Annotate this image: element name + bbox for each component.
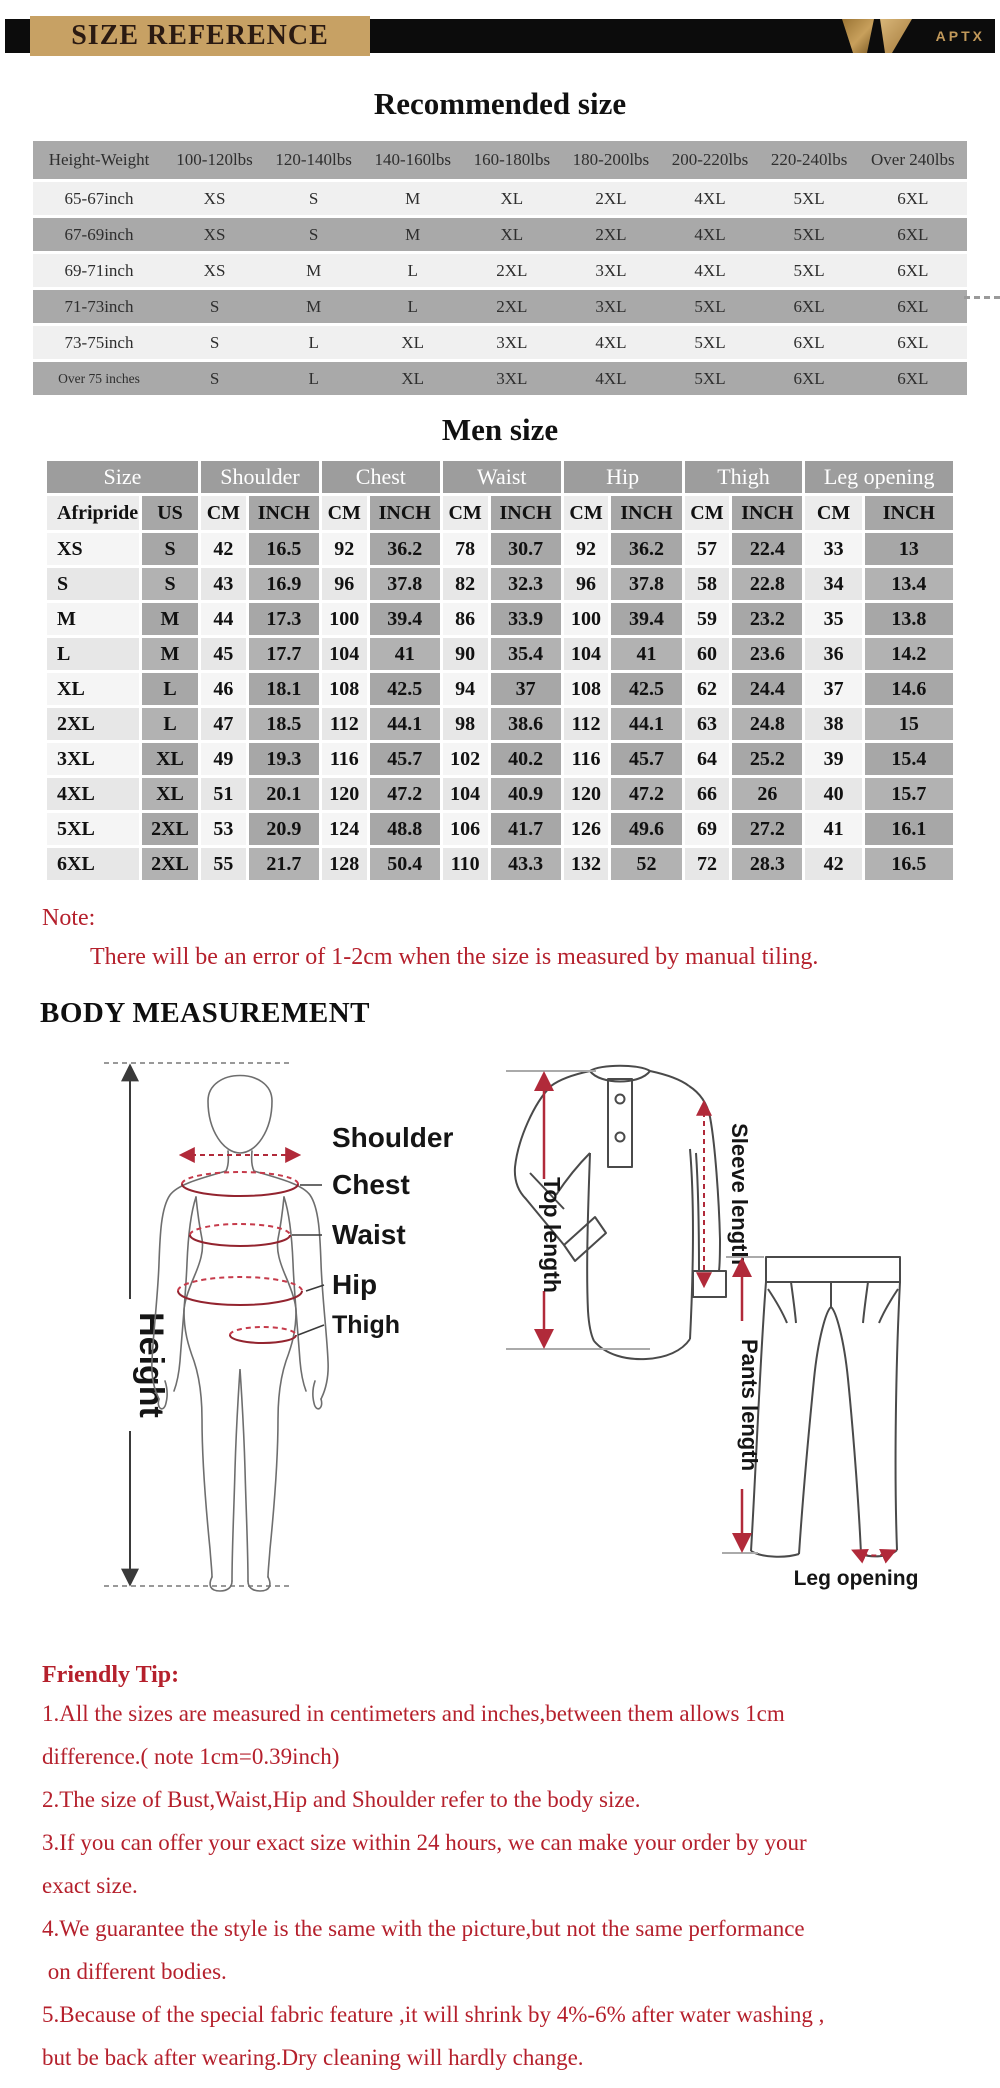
table-cell: 24.8 [732,708,802,740]
table-cell: Over 75 inches [33,362,165,395]
top-length-label: Top length [539,1177,565,1293]
table-cell: 71-73inch [33,290,165,323]
table-cell: 2XL [561,182,660,215]
table-cell: 4XL [47,778,139,810]
table-cell: 14.2 [865,638,953,670]
table-cell: 47.2 [611,778,681,810]
table-row [47,813,953,845]
table-cell: 5XL [47,813,139,845]
table-cell: 2XL [462,254,561,287]
subcolumn-header: INCH [370,496,440,530]
table-cell: 6XL [859,182,967,215]
table-cell: 112 [322,708,367,740]
size-reference-banner [30,16,370,56]
table-cell: 48.8 [370,813,440,845]
table-cell: L [264,362,363,395]
table-cell: 2XL [142,848,198,880]
table-cell: M [264,290,363,323]
sleeve-length-label: Sleeve length [727,1123,752,1265]
table-row [47,848,953,880]
table-cell: 23.6 [732,638,802,670]
table-cell: 40 [805,778,861,810]
table-cell: XL [363,326,462,359]
table-cell: 44.1 [370,708,440,740]
table-cell: 5XL [660,326,759,359]
pants-length-label: Pants length [737,1338,762,1472]
table-cell: M [264,254,363,287]
table-cell: S [142,533,198,565]
table-cell: 120 [564,778,609,810]
subcolumn-header: Afripride [47,496,139,530]
table-cell: 102 [443,743,488,775]
table-cell: 59 [685,603,730,635]
tip-line: on different bodies. [42,1959,227,1984]
table-cell: 116 [564,743,609,775]
table-cell: 53 [201,813,246,845]
table-cell: 37.8 [370,568,440,600]
table-cell: 17.7 [249,638,319,670]
table-cell: 16.1 [865,813,953,845]
body-measurement-title: BODY MEASUREMENT [40,997,370,1029]
table-cell: 90 [443,638,488,670]
table-cell: 4XL [660,182,759,215]
table-cell: 6XL [859,362,967,395]
table-row [33,290,967,323]
table-cell: 55 [201,848,246,880]
logo-w-icon [840,19,920,53]
table-cell: 124 [322,813,367,845]
table-cell: 6XL [859,254,967,287]
recommended-header-row [33,141,967,179]
subcolumn-header: INCH [249,496,319,530]
table-cell: XL [363,362,462,395]
table-cell: 33.9 [491,603,561,635]
table-cell: 6XL [859,218,967,251]
table-cell: 39.4 [611,603,681,635]
column-header: 160-180lbs [462,141,561,179]
table-cell: 23.2 [732,603,802,635]
column-header: 200-220lbs [660,141,759,179]
table-cell: 37.8 [611,568,681,600]
table-cell: XL [47,673,139,705]
table-cell: 13.8 [865,603,953,635]
table-cell: M [47,603,139,635]
table-cell: L [142,708,198,740]
table-cell: 42 [201,533,246,565]
shirt-guide-lines [506,1071,650,1349]
body-measurement-diagrams [60,1038,1000,1650]
table-cell: 41.7 [491,813,561,845]
table-cell: 5XL [660,362,759,395]
table-cell: XS [165,182,264,215]
table-cell: 43.3 [491,848,561,880]
table-cell: 47 [201,708,246,740]
subcolumn-header: CM [322,496,367,530]
title-bar [5,19,995,53]
table-cell: S [165,326,264,359]
table-cell: 16.5 [865,848,953,880]
table-cell: 4XL [561,326,660,359]
friendly-tip-title: Friendly Tip: [42,1662,180,1688]
table-cell: 63 [685,708,730,740]
shoulder-label: Shoulder [332,1122,454,1153]
table-cell: 100 [564,603,609,635]
table-cell: 3XL [462,326,561,359]
group-header: Shoulder [201,461,319,493]
tip-line: 3.If you can offer your exact size within 24 hours, we can make your order by your [42,1830,807,1855]
table-row [33,182,967,215]
table-cell: 41 [370,638,440,670]
tip-line: but be back after wearing.Dry cleaning will hardly change. [42,2045,584,2070]
table-cell: 26 [732,778,802,810]
table-cell: 58 [685,568,730,600]
men-group-header-row [47,461,953,493]
table-cell: 6XL [47,848,139,880]
table-cell: 20.9 [249,813,319,845]
table-row [47,673,953,705]
table-row [47,778,953,810]
table-cell: 25.2 [732,743,802,775]
table-cell: 28.3 [732,848,802,880]
table-cell: 18.1 [249,673,319,705]
note-label: Note: [42,905,96,931]
table-cell: 2XL [142,813,198,845]
table-cell: 20.1 [249,778,319,810]
table-cell: 3XL [561,290,660,323]
table-cell: 36.2 [611,533,681,565]
table-cell: 49.6 [611,813,681,845]
table-cell: 78 [443,533,488,565]
table-cell: 132 [564,848,609,880]
table-cell: 18.5 [249,708,319,740]
table-cell: 60 [685,638,730,670]
table-cell: 4XL [660,254,759,287]
subcolumn-header: INCH [865,496,953,530]
table-cell: 42.5 [611,673,681,705]
table-cell: 27.2 [732,813,802,845]
table-cell: S [142,568,198,600]
table-cell: XL [462,218,561,251]
table-cell: S [47,568,139,600]
table-cell: 49 [201,743,246,775]
table-cell: S [165,290,264,323]
subcolumn-header: CM [805,496,861,530]
table-cell: 38.6 [491,708,561,740]
friendly-tip-section [42,1658,1000,2079]
table-cell: 44.1 [611,708,681,740]
table-cell: XL [142,743,198,775]
table-cell: 46 [201,673,246,705]
subcolumn-header: US [142,496,198,530]
table-cell: 67-69inch [33,218,165,251]
table-cell: 42 [805,848,861,880]
table-cell: 6XL [859,290,967,323]
table-cell: 57 [685,533,730,565]
table-row [33,218,967,251]
brand-name: APTX [935,28,985,44]
note-section [42,905,1000,971]
table-cell: 65-67inch [33,182,165,215]
table-cell: 86 [443,603,488,635]
table-cell: 42.5 [370,673,440,705]
table-cell: 17.3 [249,603,319,635]
table-cell: 5XL [660,290,759,323]
table-cell: M [363,182,462,215]
table-cell: 72 [685,848,730,880]
group-header: Chest [322,461,440,493]
column-header: Height-Weight [33,141,165,179]
subcolumn-header: INCH [611,496,681,530]
table-cell: L [47,638,139,670]
chest-label: Chest [332,1169,410,1200]
table-cell: 4XL [561,362,660,395]
table-cell: 22.8 [732,568,802,600]
table-row [33,254,967,287]
tip-line: 5.Because of the special fabric feature ,it will shrink by 4%-6% after water washing , [42,2002,825,2027]
table-cell: 50.4 [370,848,440,880]
tip-line: 1.All the sizes are measured in centimeters and inches,between them allows 1cm [42,1701,785,1726]
group-header: Waist [443,461,561,493]
table-cell: M [142,603,198,635]
table-cell: 15.4 [865,743,953,775]
table-cell: S [264,218,363,251]
column-header: 140-160lbs [363,141,462,179]
table-cell: 100 [322,603,367,635]
group-header: Thigh [685,461,803,493]
table-row [47,743,953,775]
banner-title: SIZE REFERENCE [71,20,329,51]
table-cell: XS [165,218,264,251]
table-cell: 108 [322,673,367,705]
table-cell: 73-75inch [33,326,165,359]
table-cell: 120 [322,778,367,810]
table-cell: M [142,638,198,670]
subcolumn-header: INCH [732,496,802,530]
tip-line: difference.( note 1cm=0.39inch) [42,1744,340,1769]
tip-line: 2.The size of Bust,Waist,Hip and Shoulder refer to the body size. [42,1787,641,1812]
table-cell: 92 [322,533,367,565]
table-cell: 2XL [462,290,561,323]
table-row [47,708,953,740]
recommended-size-title: Recommended size [373,86,627,121]
leg-opening-label: Leg opening [793,1567,919,1590]
table-cell: XL [462,182,561,215]
table-cell: 104 [564,638,609,670]
table-row [33,326,967,359]
table-cell: 6XL [760,326,859,359]
table-cell: 6XL [760,290,859,323]
table-cell: 5XL [760,254,859,287]
table-cell: 3XL [47,743,139,775]
table-cell: 43 [201,568,246,600]
subcolumn-header: CM [443,496,488,530]
men-size-table [44,458,956,883]
table-cell: 14.6 [865,673,953,705]
table-cell: 39.4 [370,603,440,635]
table-cell: 24.4 [732,673,802,705]
height-guide-lines [104,1063,290,1586]
table-cell: 96 [564,568,609,600]
table-cell: 30.7 [491,533,561,565]
table-cell: 6XL [859,326,967,359]
table-cell: 21.7 [249,848,319,880]
table-cell: 5XL [760,218,859,251]
table-cell: 2XL [561,218,660,251]
table-cell: 47.2 [370,778,440,810]
table-cell: XS [47,533,139,565]
table-cell: 40.2 [491,743,561,775]
group-header: Size [47,461,198,493]
table-cell: L [363,254,462,287]
table-cell: 52 [611,848,681,880]
group-header: Leg opening [805,461,953,493]
table-cell: 41 [805,813,861,845]
garment-diagram [500,1038,960,1650]
table-cell: 5XL [760,182,859,215]
subcolumn-header: CM [201,496,246,530]
table-cell: 96 [322,568,367,600]
table-cell: 82 [443,568,488,600]
table-row [47,603,953,635]
table-cell: 3XL [561,254,660,287]
column-header: Over 240lbs [859,141,967,179]
table-cell: 66 [685,778,730,810]
table-cell: 45.7 [370,743,440,775]
column-header: 100-120lbs [165,141,264,179]
table-cell: 35.4 [491,638,561,670]
table-cell: 69-71inch [33,254,165,287]
table-cell: 15.7 [865,778,953,810]
table-cell: 110 [443,848,488,880]
table-cell: L [363,290,462,323]
table-cell: 64 [685,743,730,775]
table-cell: M [363,218,462,251]
table-cell: 106 [443,813,488,845]
table-cell: 2XL [47,708,139,740]
table-cell: 36.2 [370,533,440,565]
tip-line: 4.We guarantee the style is the same with the picture,but not the same performance [42,1916,805,1941]
page-break-dash [964,296,1000,299]
brand-logo [840,19,985,53]
table-cell: S [165,362,264,395]
group-header: Hip [564,461,682,493]
table-row [47,638,953,670]
waist-label: Waist [332,1219,406,1250]
height-label: Height [132,1312,170,1418]
table-cell: 104 [322,638,367,670]
table-cell: 98 [443,708,488,740]
table-cell: 37 [805,673,861,705]
table-cell: 126 [564,813,609,845]
men-size-title: Men size [441,412,559,447]
table-cell: 104 [443,778,488,810]
table-cell: 41 [611,638,681,670]
table-row [47,568,953,600]
table-cell: 6XL [760,362,859,395]
table-cell: 92 [564,533,609,565]
table-row [33,362,967,395]
human-figure-diagram [60,1038,500,1650]
table-cell: 33 [805,533,861,565]
table-row [47,533,953,565]
table-cell: 4XL [660,218,759,251]
recommended-size-table [33,138,967,398]
table-cell: 15 [865,708,953,740]
table-cell: L [142,673,198,705]
table-cell: 51 [201,778,246,810]
men-subheader-row [47,496,953,530]
subcolumn-header: CM [685,496,730,530]
table-cell: 94 [443,673,488,705]
table-cell: 16.5 [249,533,319,565]
table-cell: 108 [564,673,609,705]
table-cell: 62 [685,673,730,705]
subcolumn-header: INCH [491,496,561,530]
table-cell: 13.4 [865,568,953,600]
table-cell: 36 [805,638,861,670]
table-cell: 3XL [462,362,561,395]
table-cell: 44 [201,603,246,635]
hip-label: Hip [332,1269,378,1300]
table-cell: 39 [805,743,861,775]
table-cell: 40.9 [491,778,561,810]
thigh-label: Thigh [332,1311,401,1339]
note-text: There will be an error of 1-2cm when the size is measured by manual tiling. [90,944,819,970]
table-cell: 32.3 [491,568,561,600]
column-header: 220-240lbs [760,141,859,179]
table-cell: S [264,182,363,215]
table-cell: 128 [322,848,367,880]
table-cell: 37 [491,673,561,705]
table-cell: 45.7 [611,743,681,775]
table-cell: 22.4 [732,533,802,565]
table-cell: 13 [865,533,953,565]
pants-outline [751,1257,900,1557]
table-cell: 116 [322,743,367,775]
column-header: 120-140lbs [264,141,363,179]
table-cell: XS [165,254,264,287]
table-cell: 35 [805,603,861,635]
table-cell: 69 [685,813,730,845]
table-cell: 19.3 [249,743,319,775]
table-cell: 16.9 [249,568,319,600]
subcolumn-header: CM [564,496,609,530]
table-cell: 45 [201,638,246,670]
table-cell: L [264,326,363,359]
table-cell: XL [142,778,198,810]
table-cell: 38 [805,708,861,740]
tip-line: exact size. [42,1873,138,1898]
table-cell: 34 [805,568,861,600]
table-cell: 112 [564,708,609,740]
column-header: 180-200lbs [561,141,660,179]
